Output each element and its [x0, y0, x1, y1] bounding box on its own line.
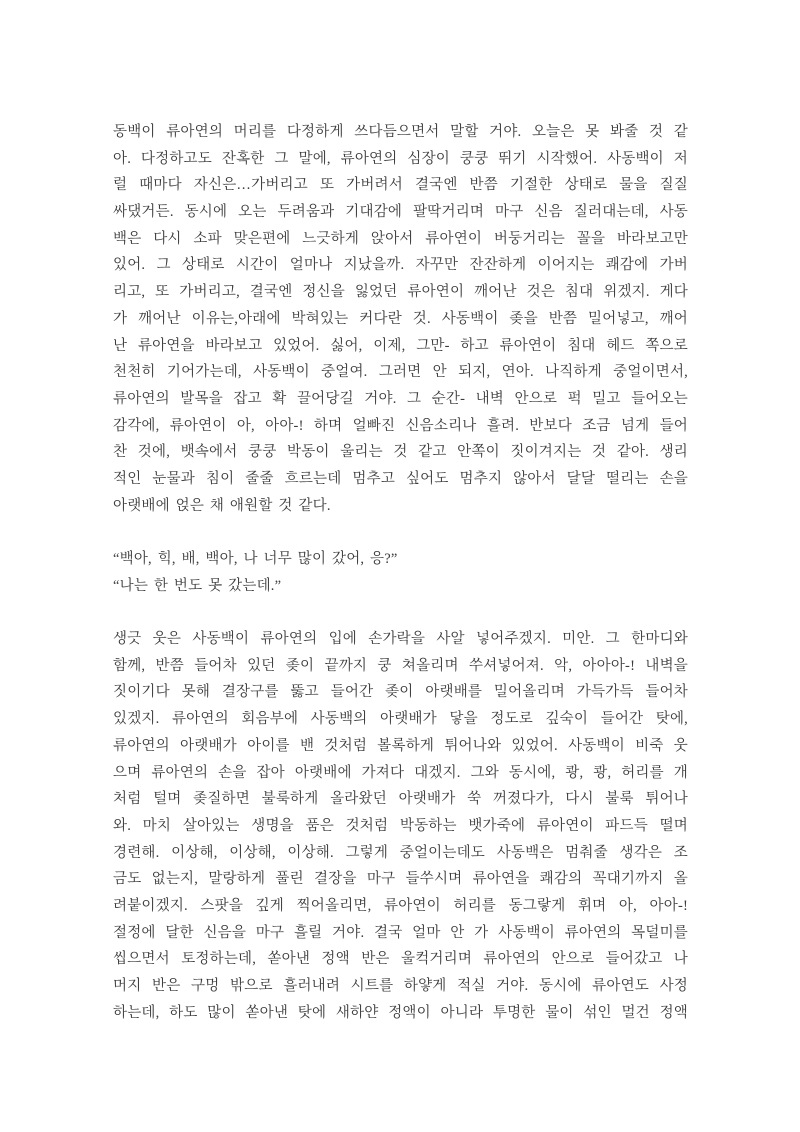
paragraph-2-line-8: 와. 마치 살아있는 생명을 품은 것처럼 박동하는 뱃가죽에 류아연이 파드득 떨며 — [113, 817, 688, 834]
paragraph-2-line-13: 씹으면서 토정하는데, 쏟아낸 정액 반은 울컥거리며 류아연의 안으로 들어갔고 나 — [113, 951, 688, 968]
paragraph-1-line-10: 천천히 기어가는데, 사동백이 중얼여. 그러면 안 되지, 연아. 나직하게 중얼이면서, — [113, 364, 688, 381]
paragraph-1-line-11: 류아연의 발목을 잡고 확 끌어당길 거야. 그 순간- 내벽 안으로 퍽 밀고 들어오는 — [113, 390, 688, 407]
spacer-1 — [113, 519, 688, 546]
paragraph-1-line-9: 난 류아연을 바라보고 있었어. 싫어, 이제, 그만- 하고 류아연이 침대 헤드 쪽으로 — [113, 337, 688, 354]
paragraph-2-line-11: 려붙이겠지. 스팟을 깊게 찍어올리면, 류아연이 허리를 동그랗게 휘며 아, 아아-! — [113, 897, 688, 914]
paragraph-1-line-8: 가 깨어난 이유는,아래에 박혀있는 커다란 것. 사동백이 좆을 반쯤 밀어넣고, 깨어 — [113, 310, 688, 327]
paragraph-2-line-6: 으며 류아연의 손을 잡아 아랫배에 가져다 대겠지. 그와 동시에, 쾅, 쾅, 허리를 개 — [113, 764, 688, 781]
paragraph-2-line-14: 머지 반은 구멍 밖으로 흘러내려 시트를 하얗게 적실 거야. 동시에 류아연도 사정 — [113, 978, 688, 994]
paragraph-2-line-5: 류아연의 아랫배가 아이를 밴 것처럼 볼록하게 튀어나와 있었어. 사동백이 비죽 웃 — [113, 737, 688, 754]
dialogue-line-2: “나는 한 번도 못 갔는데.” — [113, 577, 282, 594]
paragraph-1-line-2: 아. 다정하고도 잔혹한 그 말에, 류아연의 심장이 쿵쿵 뛰기 시작했어. 사동백이 저 — [113, 150, 688, 167]
paragraph-1-line-12: 감각에, 류아연이 아, 아아-! 하며 얼빠진 신음소리나 흘려. 반보다 조금 넘게 들어 — [113, 417, 688, 434]
paragraph-1-line-6: 있어. 그 상태로 시간이 얼마나 지났을까. 자꾸만 잔잔하게 이어지는 쾌감에 가버 — [113, 257, 688, 274]
paragraph-2-line-1: 생긋 웃은 사동백이 류아연의 입에 손가락을 사알 넣어주겠지. 미안. 그 한마디와 — [113, 631, 688, 648]
paragraph-1-line-3: 럴 때마다 자신은…가버리고 또 가버려서 결국엔 반쯤 기절한 상태로 물을 질질 — [113, 177, 688, 194]
paragraph-2-line-3: 짓이기다 못해 결장구를 뚫고 들어간 좆이 아랫배를 밀어올리며 가득가득 들어차 — [113, 684, 688, 701]
paragraph-1-line-13: 찬 것에, 뱃속에서 쿵쿵 박동이 울리는 것 같고 안쪽이 짓이겨지는 것 같아. 생리 — [113, 444, 688, 461]
paragraph-1-line-4: 싸댔거든. 동시에 오는 두려움과 기대감에 팔딱거리며 마구 신음 질러대는데, 사동 — [113, 204, 688, 221]
paragraph-2-line-12: 절정에 달한 신음을 마구 흘릴 거야. 결국 얼마 안 가 사동백이 류아연의 목덜미를 — [113, 924, 688, 941]
paragraph-2-line-7: 처럼 털며 좆질하면 불룩하게 올라왔던 아랫배가 쑥 꺼졌다가, 다시 불룩 튀어나 — [113, 791, 688, 808]
paragraph-1-line-7: 리고, 또 가버리고, 결국엔 정신을 잃었던 류아연이 깨어난 것은 침대 위겠지. 게다 — [113, 284, 688, 301]
paragraph-1-line-5: 백은 다시 소파 맞은편에 느긋하게 앉아서 류아연이 버둥거리는 꼴을 바라보고만 — [113, 230, 688, 247]
dialogue-line-1: “백아, 힉, 배, 백아, 나 너무 많이 갔어, 응?” — [113, 551, 398, 567]
paragraph-2-line-4: 있겠지. 류아연의 회음부에 사동백의 아랫배가 닿을 정도로 깊숙이 들어간 탓에, — [113, 711, 688, 728]
paragraph-2-line-15: 하는데, 하도 많이 쏟아낸 탓에 새하얀 정액이 아니라 투명한 물이 섞인 멀건 정액 — [113, 1004, 688, 1021]
paragraph-1-line-1: 동백이 류아연의 머리를 다정하게 쓰다듬으면서 말할 거야. 오늘은 못 봐줄 것 같 — [113, 124, 688, 140]
paragraph-2-line-10: 금도 없는지, 말랑하게 풀린 결장을 마구 들쑤시며 류아연을 쾌감의 꼭대기까지 올 — [113, 871, 688, 888]
paragraph-1-line-14: 적인 눈물과 침이 줄줄 흐르는데 멈추고 싶어도 멈추지 않아서 달달 떨리는 손을 — [113, 470, 688, 487]
paragraph-2-line-2: 함께, 반쯤 들어차 있던 좆이 끝까지 쿵 쳐올리며 쑤셔넣어져. 악, 아아아-! 내벽을 — [113, 657, 688, 674]
text-content — [113, 119, 688, 1026]
paragraph-2-line-9: 경련해. 이상해, 이상해, 이상해. 그렇게 중얼이는데도 사동백은 멈춰줄 생각은 조 — [113, 844, 688, 861]
spacer-2 — [113, 599, 688, 626]
paragraph-1-line-15: 아랫배에 얹은 채 애원할 것 같다. — [113, 497, 331, 514]
